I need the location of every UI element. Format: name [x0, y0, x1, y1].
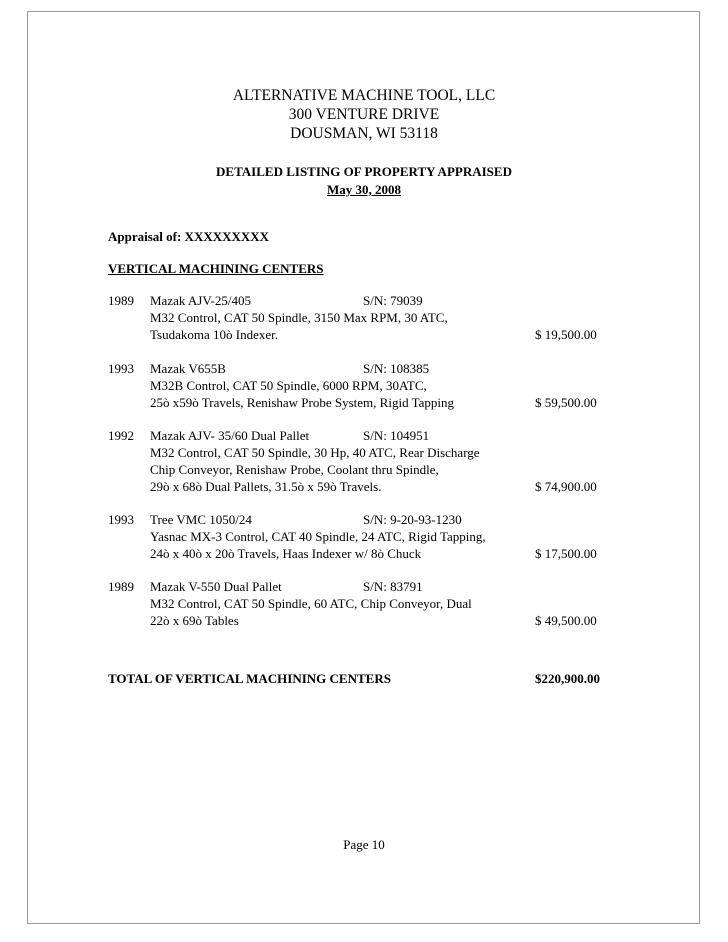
- item-price: $ 49,500.00: [535, 613, 597, 628]
- item-year: 1993: [108, 512, 134, 527]
- item-model: Tree VMC 1050/24: [150, 512, 252, 527]
- item-model: Mazak V-550 Dual Pallet: [150, 579, 282, 594]
- list-item: [108, 292, 608, 343]
- page-number: Page 10: [343, 837, 385, 852]
- item-model: Mazak V655B: [150, 361, 226, 376]
- item-serial: S/N: 9-20-93-1230: [363, 512, 462, 527]
- item-price: $ 17,500.00: [535, 546, 597, 561]
- item-description-line: Chip Conveyor, Renishaw Probe, Coolant thru Spindle,: [150, 462, 439, 477]
- item-year: 1989: [108, 293, 134, 308]
- list-item: [108, 360, 608, 411]
- list-item: [108, 427, 608, 495]
- item-serial: S/N: 79039: [363, 293, 423, 308]
- item-description-line: Yasnac MX-3 Control, CAT 40 Spindle, 24 ATC, Rigid Tapping,: [150, 529, 486, 544]
- item-year: 1992: [108, 428, 134, 443]
- item-description-line: M32B Control, CAT 50 Spindle, 6000 RPM, 30ATC,: [150, 378, 427, 393]
- listing-header: [0, 163, 728, 199]
- item-description-line: M32 Control, CAT 50 Spindle, 30 Hp, 40 ATC, Rear Discharge: [150, 445, 480, 460]
- item-model: Mazak AJV-25/405: [150, 293, 251, 308]
- listing-title: DETAILED LISTING OF PROPERTY APPRAISED: [216, 164, 512, 179]
- item-serial: S/N: 108385: [363, 361, 430, 376]
- item-description-line: M32 Control, CAT 50 Spindle, 60 ATC, Chip Conveyor, Dual: [150, 596, 472, 611]
- item-description-line: 22ò x 69ò Tables: [150, 613, 239, 628]
- item-price: $ 59,500.00: [535, 395, 597, 410]
- item-description-line: M32 Control, CAT 50 Spindle, 3150 Max RPM, 30 ATC,: [150, 310, 448, 325]
- item-description-line: 25ò x59ò Travels, Renishaw Probe System, Rigid Tapping: [150, 395, 454, 410]
- item-description-line: 24ò x 40ò x 20ò Travels, Haas Indexer w/ 8ò Chuck: [150, 546, 422, 561]
- item-year: 1989: [108, 579, 134, 594]
- appraisal-label: Appraisal of: XXXXXXXXX: [108, 229, 270, 244]
- company-name: ALTERNATIVE MACHINE TOOL, LLC: [232, 87, 496, 104]
- item-description-line: 29ò x 68ò Dual Pallets, 31.5ò x 59ò Travels.: [150, 479, 382, 494]
- total-value: $220,900.00: [535, 671, 600, 686]
- list-item: [108, 578, 608, 629]
- section-title: VERTICAL MACHINING CENTERS: [108, 261, 324, 276]
- list-item: [108, 511, 608, 562]
- company-address-line2: DOUSMAN, WI 53118: [290, 125, 438, 142]
- item-description-line: Tsudakoma 10ò Indexer.: [150, 327, 278, 342]
- item-model: Mazak AJV- 35/60 Dual Pallet: [150, 428, 310, 443]
- total-label: TOTAL OF VERTICAL MACHINING CENTERS: [108, 671, 391, 686]
- company-header: [0, 86, 728, 143]
- item-serial: S/N: 83791: [363, 579, 423, 594]
- item-serial: S/N: 104951: [363, 428, 430, 443]
- item-price: $ 74,900.00: [535, 479, 597, 494]
- company-address-line1: 300 VENTURE DRIVE: [288, 106, 440, 123]
- item-price: $ 19,500.00: [535, 327, 597, 342]
- listing-date: May 30, 2008: [326, 182, 402, 197]
- item-year: 1993: [108, 361, 134, 376]
- total-row: [108, 671, 608, 689]
